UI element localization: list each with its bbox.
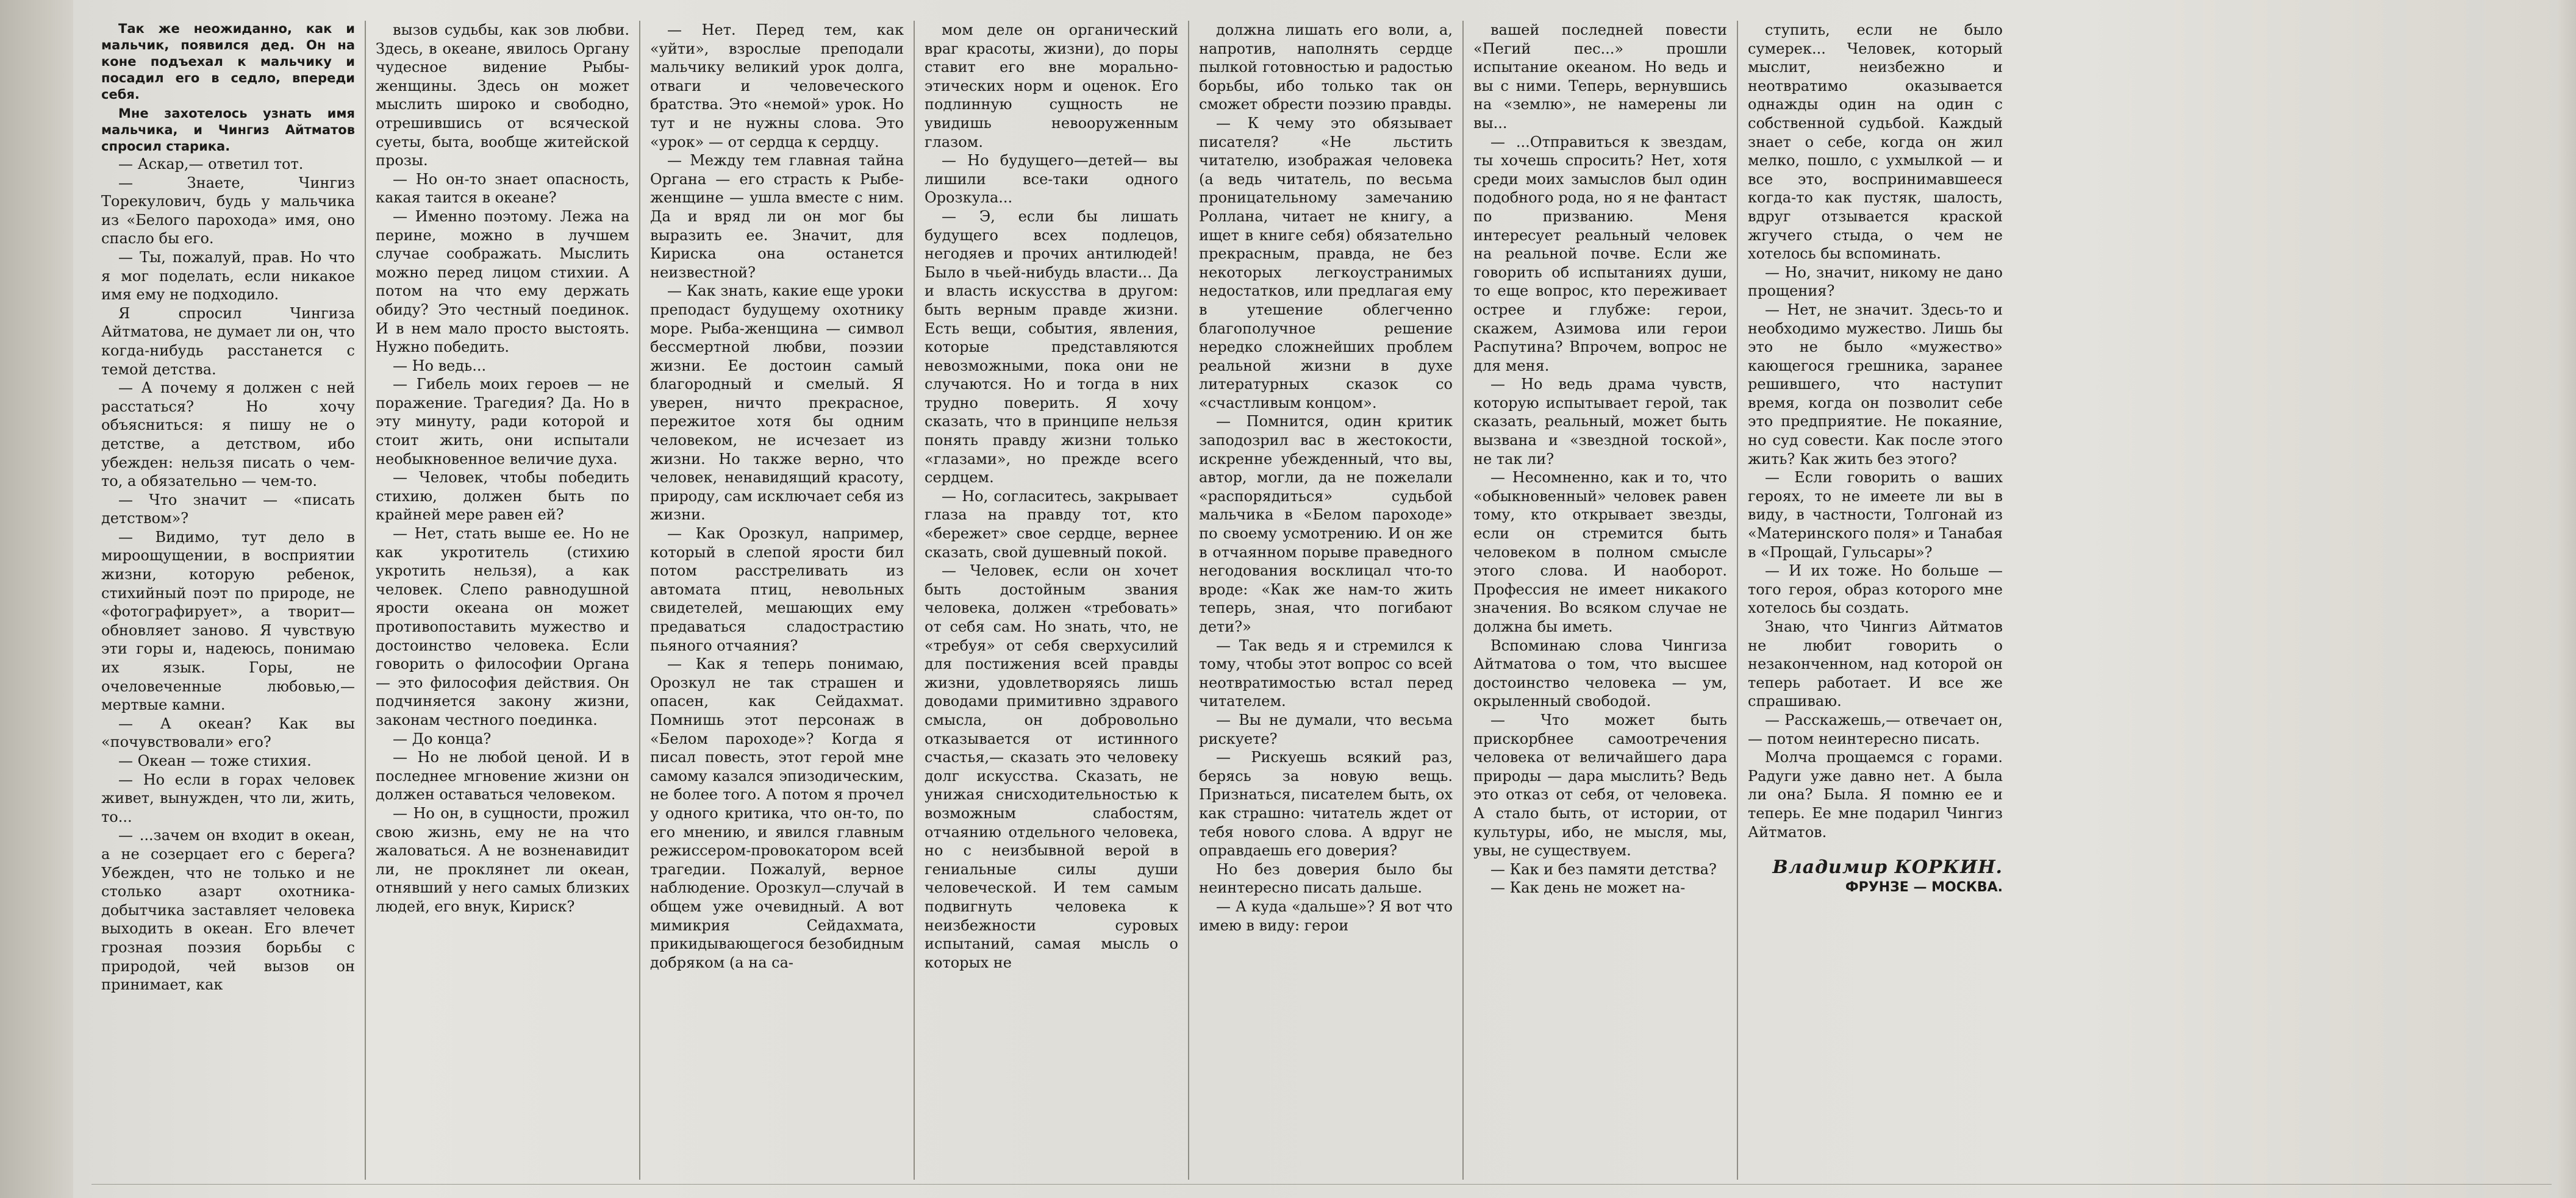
paragraph: — Но он, в сущности, прожил свою жизнь, ему не на что жаловаться. А не возненавидит ли, не проклянет ли океан, отнявший у него самых близких людей, его внук, Кириск? [376,804,629,915]
paragraph: — Но, согласитесь, закрывает глаза на правду тот, кто «бережет» свое сердце, вернее сказать, свой душевный покой. [925,487,1178,561]
column-6 [1464,21,1738,1180]
paragraph: — Как день не может на- [1490,879,1686,897]
paragraph: вызов судьбы, как зов любви. Здесь, в океане, явилось Органу чудесное видение Рыбы-женщины. Здесь он может мыслить широко и свободно, отрешившись от всяческой суеты, быта, вообще житейской прозы. [376,21,629,169]
paragraph: — Видимо, тут дело в мироощущении, в восприятии жизни, которую ребенок, стихийный поэт по природе, не «фотографирует», а творит—обновляет заново. Я чувствую эти горы и, надеюсь, понимаю их язык. Горы, не очеловеченные любовью,— мертвые камни. [101,528,355,714]
paragraph: мом деле он органический враг красоты, жизни), до поры ставит его вне морально-этических норм и оценок. Его подлинную сущность не увидишь невооруженным глазом. [925,21,1178,151]
paragraph: — А куда «дальше»? Я вот что имею в виду: герои [1199,897,1453,934]
paragraph: Знаю, что Чингиз Айтматов не любит говорить о незаконченном, над которой он теперь работает. И все же спрашиваю. [1748,618,2003,710]
paragraph: — И их тоже. Но больше — того героя, образ которого мне хотелось бы создать. [1748,562,2003,617]
paragraph: — Именно поэтому. Лежа на перине, можно в лучшем случае соображать. Мыслить можно перед лицом стихии. А потом на что ему держать обиду? Это честный поединок. И в нем мало просто выстоять. Нужно победить. [376,207,629,356]
paragraph: — Как знать, какие еще уроки преподаст будущему охотнику море. Рыба-женщина — символ бессмертной любви, поэзии жизни. Ее достоин самый благородный и смелый. Я уверен, ничто прекрасное, пережитое хотя бы одним человеком, не исчезает из жизни. Но также верно, что человек, ненавидящий красоту, природу, сам исключает себя из жизни. [650,282,904,524]
paragraph: — Человек, если он хочет быть достойным звания человека, должен «требовать» от себя сам. Но знать, что, не «требуя» от себя сверхусилий для постижения всей правды жизни, удовлетворяясь лишь доводами примитивно здравого смысла, он добровольно отказывается от истинного счастья,— сказать это человеку долг искусства. Сказать, не унижая снисходительностью к возможным слабостям, отчаянию отдельного человека, но с неизбывной верой в гениальные силы души человеческой. И тем самым подвигнуть человека к неизбежности суровых испытаний, самая мысль о которых не [925,562,1178,971]
paragraph: — Несомненно, как и то, что «обыкновенный» человек равен тому, кто открывает звезды, если он стремится быть человеком в полном смысле этого слова. И наоборот. Профессия не имеет никакого значения. Во всяком случае не должна бы иметь. [1473,469,1727,635]
paragraph: — Рискуешь всякий раз, берясь за новую вещь. Признаться, писателем быть, ох как страшно: читатель ждет от тебя нового слова. А вдруг не оправдаешь его доверия? [1199,749,1453,860]
paragraph: — Как Орозкул, например, который в слепой ярости бил потом расстреливать из автомата птиц, невольных свидетелей, мешающих ему предаваться сладострастию пьяного отчаяния? [650,525,904,654]
paragraph: — Нет. Перед тем, как «уйти», взрослые преподали мальчику великий урок долга, отваги и человеческого братства. Это «немой» урок. Но тут и не нужны слова. Это «урок» — от сердца к сердцу. [650,21,904,151]
paragraph: — Так ведь я и стремился к тому, чтобы этот вопрос со всей неотвратимостью встал перед читателем. [1199,636,1453,710]
paragraph: — Как и без памяти детства? [1490,860,1717,878]
paragraph: — Что может быть прискорбнее самоотречения человека от величайшего дара природы — дара мыслить? Ведь это отказ от себя, от человека. А стало быть, от истории, от культуры, ибо, не мысля, мы, увы, не существуем. [1473,711,1727,860]
paragraph: — Человек, чтобы победить стихию, должен быть по крайней мере равен ей? [376,469,629,524]
paragraph: — ...Отправиться к звездам, ты хочешь спросить? Нет, хотя среди моих замыслов был один подобного рода, но я не фантаст по призванию. Меня интересует реальный человек на реальной почве. Если же говорить об испытаниях души, то еще вопрос, кто переживает острее и глубже: герои, скажем, Азимова или герои Распутина? Впрочем, вопрос не для меня. [1473,133,1727,374]
article-lead-2: Мне захотелось узнать имя мальчика, и Чингиз Айтматов спросил старика. [101,106,355,154]
column-3 [640,21,915,1180]
paragraph: — Расскажешь,— отвечает он,— потом неинтересно писать. [1748,711,2003,747]
paragraph: — Но он-то знает опасность, какая таится в океане? [376,170,629,207]
paragraph: — Если говорить о ваших героях, то не имеете ли вы в виду, в частности, Толгонай из «Материнского поля» и Танабая в «Прощай, Гульсары»? [1748,469,2003,561]
paragraph: — Но если в горах человек живет, вынужден, что ли, жить, то... [101,771,355,825]
paragraph: — Океан — тоже стихия. [118,752,312,769]
column-1-body [101,155,355,994]
paragraph: — Знаете, Чингиз Торекулович, будь у мальчика из «Белого парохода» имя, оно спасло бы его. [101,174,355,248]
paragraph: — Но ведь... [393,357,487,374]
paragraph: Я спросил Чингиза Айтматова, не думает ли он, что когда-нибудь расстанется с темой детства. [101,304,355,378]
paragraph: — Как я теперь понимаю, Орозкул не так страшен и опасен, как Сейдахмат. Помнишь этот персонаж в «Белом пароходе»? Когда я писал повесть, этот герой мне самому казался эпизодическим, не более того. А потом я прочел у одного критика, что он-то, по его мнению, и явился главным режиссером-провокатором всей трагедии. Пожалуй, верное наблюдение. Орозкул—случай в общем уже очевидный. А вот мимикрия Сейдахмата, прикидывающегося безобидным добряком (а на са- [650,655,904,971]
paragraph: — Вы не думали, что весьма рискуете? [1199,711,1453,747]
paragraph: — Нет, не значит. Здесь-то и необходимо мужество. Лишь бы это не было «мужество» кающегося грешника, заранее решившего, что наступит время, когда он позволит себе это предприятие. Не покаяние, но суд совести. Как после этого жить? Как жить без этого? [1748,301,2003,468]
paragraph: — Э, если бы лишать будущего всех подлецов, негодяев и прочих антилюдей! Было в чьей-нибудь власти... Да и власть искусства в другом: быть верным правде жизни. Есть вещи, события, явления, которые представляются невозможными, пока они не случаются. Но и тогда в них трудно поверить. Я хочу сказать, что в принципе нельзя понять правду жизни только «глазами», но прежде всего сердцем. [925,207,1178,487]
column-7-body [1748,21,2003,841]
column-2 [366,21,640,1180]
paragraph: — ...зачем он входит в океан, а не созерцает его с берега? Убежден, что не только и не столько азарт охотника-добытчика заставляет человека выходить в океан. Его влечет грозная поэзия борьбы с природой, чей вызов он принимает, как [101,827,355,994]
paragraph: ступить, если не было сумерек... Человек, который мыслит, неизбежно и неотвратимо оказывается однажды один на один с собственной судьбой. Каждый знает о себе, когда он жил мелко, пошло, с ухмылкой — и все это, воспринимавшееся когда-то как пустяк, шалость, вдруг отзывается краской жгучего стыда, о чем не хотелось бы вспоминать. [1748,21,2003,263]
paragraph: — Но ведь драма чувств, которую испытывает герой, так сказать, реальный, может быть вызвана и «звездной тоской», не так ли? [1473,376,1727,468]
paragraph: — Но не любой ценой. И в последнее мгновение жизни он должен оставаться человеком. [376,749,629,804]
article-lead: Так же неожиданно, как и мальчик, появился дед. Он на коне подъехал к мальчику и посадил его в седло, впереди себя. [101,21,355,102]
column-7 [1738,21,2012,1180]
paragraph: — А океан? Как вы «почувствовали» его? [101,715,355,751]
paragraph: — Что значит — «писать детством»? [101,491,355,527]
article-columns [91,21,2552,1180]
paragraph: — Между тем главная тайна Органа — его страсть к Рыбе-женщине — ушла вместе с ним. Да и вряд ли он мог бы выразить ее. Значит, для Кириска она останется неизвестной? [650,152,904,281]
paragraph: — До конца? [393,730,492,747]
paragraph: — Гибель моих героев — не поражение. Трагедия? Да. Но в эту минуту, ради которой и стоит жить, они испытали необыкновенное величие духа. [376,376,629,468]
paragraph: — Но будущего—детей— вы лишили все-таки одного Орозкула... [925,152,1178,207]
author-signature: Владимир КОРКИН. [1772,857,2003,879]
paragraph: — Ты, пожалуй, прав. Но что я мог поделать, если никакое имя ему не подходило. [101,248,355,304]
paragraph: Молча прощаемся с горами. Радуги уже давно нет. А была ли она? Была. Я помню ее и теперь. Ее мне подарил Чингиз Айтматов. [1748,749,2003,841]
column-1 [91,21,366,1180]
paragraph: — А почему я должен с ней расстаться? Но хочу объясниться: я пишу не о детстве, а детством, ибо убежден: нельзя писать о чем-то, а обязательно — чем-то. [101,379,355,490]
paragraph: Вспоминаю слова Чингиза Айтматова о том, что высшее достоинство человека — ум, окрыленный свободой. [1473,636,1727,710]
column-5 [1189,21,1464,1180]
column-4 [915,21,1189,1180]
dateline-place: ФРУНЗЕ — МОСКВА. [1845,879,2003,895]
paragraph: — К чему это обязывает писателя? «Не льстить читателю, изображая человека (а ведь читатель, по весьма проницательному замечанию Роллана, читает не книгу, а ищет в книге себя) обязательно прекрасным, правда, не без некоторых легкоустранимых недостатков, или предлагая ему в утешение облегченно благополучное решение нередко сложнейших проблем реальной жизни в духе литературных сказок со «счастливым концом». [1199,114,1453,412]
paragraph: — Аскар,— ответил тот. [118,155,304,173]
paragraph: Но без доверия было бы неинтересно писать дальше. [1199,860,1453,897]
paragraph: вашей последней повести «Пегий пес...» прошли испытание океаном. Но ведь и вы с ними. Теперь, вернувшись на «землю», не намерены ли вы... [1473,21,1727,132]
paragraph: — Нет, стать выше ее. Но не как укротитель (стихию укротить нельзя), а как человек. Слепо равнодушной ярости океана он может противопоставить мужество и достоинство человека. Если говорить о философии Органа — это философия действия. Он подчиняется закону жизни, законам честного поединка. [376,525,629,729]
paragraph: — Но, значит, никому не дано прощения? [1748,263,2003,300]
paragraph: — Помнится, один критик заподозрил вас в жестокости, искренне убежденный, что вы, автор, могли, да не пожелали «распорядиться» судьбой мальчика в «Белом пароходе» по своему усмотрению. И он же в отчаянном порыве праведного негодования восклицал что-то вроде: «Как же нам-то жить теперь, зная, что погибают дети?» [1199,413,1453,635]
paragraph: должна лишать его воли, а, напротив, наполнять сердце пылкой готовностью и радостью борьбы, ибо только так он сможет обрести поэзию правды. [1199,21,1453,113]
bottom-rule [91,1184,2552,1185]
